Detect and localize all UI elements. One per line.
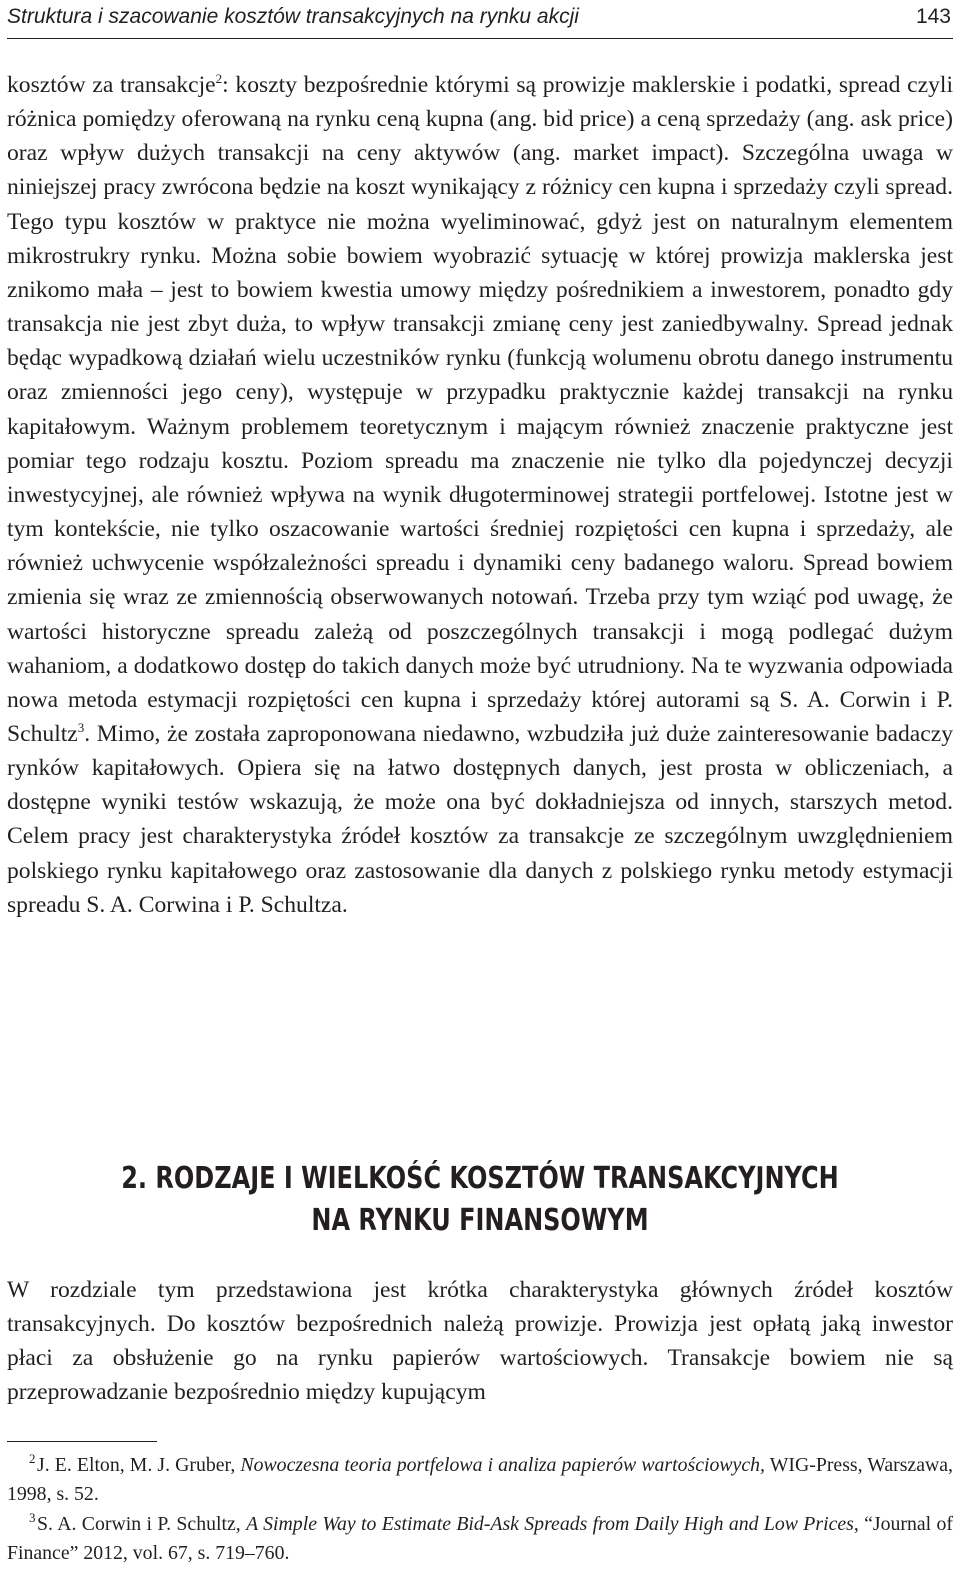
- body-text-part-2: : koszty bezpośrednie którymi są prowizje maklerskie i podatki, spread czyli różnica pomiędzy oferowaną na rynku ceną kupna (ang. bid price) a ceną sprzedaży (ang. ask price) oraz wpływ dużych transakcji na ceny aktywów (ang. market impact). Szczególna uwaga w niniejszej pracy zwrócona będzie na koszt wynikający z różnicy cen kupna i sprzedaży czyli spread. Tego typu kosztów w praktyce nie można wyeliminować, gdyż jest on naturalnym elementem mikrostrukry rynku. Można sobie bowiem wyobrazić sytuację w której prowizja maklerska jest znikomo mała – jest to bowiem kwestia umowy między pośrednikiem a inwestorem, ponadto gdy transakcja nie jest zbyt duża, to wpływ transakcji zmianę ceny jest zaniedbywalny. Spread jednak będąc wypadkową działań wielu uczestników rynku (funkcją wolumenu obrotu danego instrumentu oraz zmienności jego ceny), występuje w przypadku praktycznie każdej transakcji na rynku kapitałowym. Ważnym problemem teoretycznym i mającym również znaczenie praktyczne jest pomiar tego rodzaju kosztu. Poziom spreadu ma znaczenie nie tylko dla pojedynczej decyzji inwestycyjnej, ale również wpływa na wynik długoterminowej strategii portfelowej. Istotne jest w tym kontekście, nie tylko oszacowanie wartości średniej rozpiętości cen kupna i sprzedaży, ale również uchwycenie współzależności spreadu i dynamiki ceny badanego waloru. Spread bowiem zmienia się wraz ze zmiennością obserwowanych notowań. Trzeba przy tym wziąć pod uwagę, że wartości historyczne spreadu zależą od poszczególnych transakcji i mogą podlegać dużym wahaniom, a dodatkowo dostęp do takich danych może być utrudniony. Na te wyzwania odpowiada nowa metoda estymacji rozpiętości cen kupna i sprzedaży której autorami są S. A. Corwin i P. Schultz: [7, 72, 953, 747]
- footnote-2: [7, 1452, 953, 1507]
- body-text-part-3: . Mimo, że została zaproponowana niedawno, wzbudziła już duże zainteresowanie badaczy rynków kapitałowych. Opiera się na łatwo dostępnych danych, jest prosta w obliczeniach, a dostępne wyniki testów wskazują, że może ona być dokładniejsza od innych, starszych metod. Celem pracy jest charakterystyka źródeł kosztów za transakcje ze szczególnym uwzględnieniem polskiego rynku kapitałowego oraz zastosowanie dla danych z polskiego rynku metody estymacji spreadu S. A. Corwina i P. Schultza.: [7, 720, 953, 918]
- page-number: 143: [915, 5, 951, 28]
- footnote-3: [7, 1511, 953, 1566]
- running-title: Struktura i szacowanie kosztów transakcyjnych na rynku akcji: [7, 5, 579, 28]
- footnote-3-rest: , “Journal of Finance” 2012, vol. 67, s. 719–760.: [7, 1513, 953, 1564]
- body-text-part-1: kosztów za transakcje: [7, 72, 216, 98]
- body-paragraph: [7, 68, 953, 922]
- footnote-2-number: 2: [29, 1451, 36, 1466]
- footnote-ref-2[interactable]: 2: [215, 71, 223, 86]
- footnote-3-title: A Simple Way to Estimate Bid-Ask Spreads from Daily High and Low Prices: [246, 1513, 854, 1535]
- footnote-2-title: Nowoczesna teoria portfelowa i analiza papierów wartościowych,: [240, 1454, 765, 1476]
- footnote-3-authors: S. A. Corwin i P. Schultz,: [37, 1513, 247, 1535]
- footnote-2-authors: J. E. Elton, M. J. Gruber,: [37, 1454, 241, 1476]
- section-intro-paragraph: W rozdziale tym przedstawiona jest krótka charakterystyka głównych źródeł kosztów transakcyjnych. Do kosztów bezpośrednich należą prowizje. Prowizja jest opłatą jaką inwestor płaci za obsłużenie go na rynku papierów wartościowych. Transakcje bowiem nie są przeprowadzanie bezpośrednio między kupującym: [7, 1277, 953, 1405]
- footnote-2-rest: WIG-Press, Warszawa, 1998, s. 52.: [7, 1454, 954, 1505]
- footnotes: [7, 1452, 953, 1570]
- footnote-3-number: 3: [29, 1510, 36, 1525]
- footnote-divider: [7, 1441, 157, 1442]
- footnote-ref-3[interactable]: 3: [77, 719, 85, 735]
- section-heading: [96, 1158, 864, 1242]
- section-heading-line-1: 2. RODZAJE I WIELKOŚĆ KOSZTÓW TRANSAKCYJNYCH: [121, 1161, 839, 1196]
- section-heading-line-2: NA RYNKU FINANSOWYM: [311, 1203, 649, 1238]
- running-header: [7, 0, 953, 39]
